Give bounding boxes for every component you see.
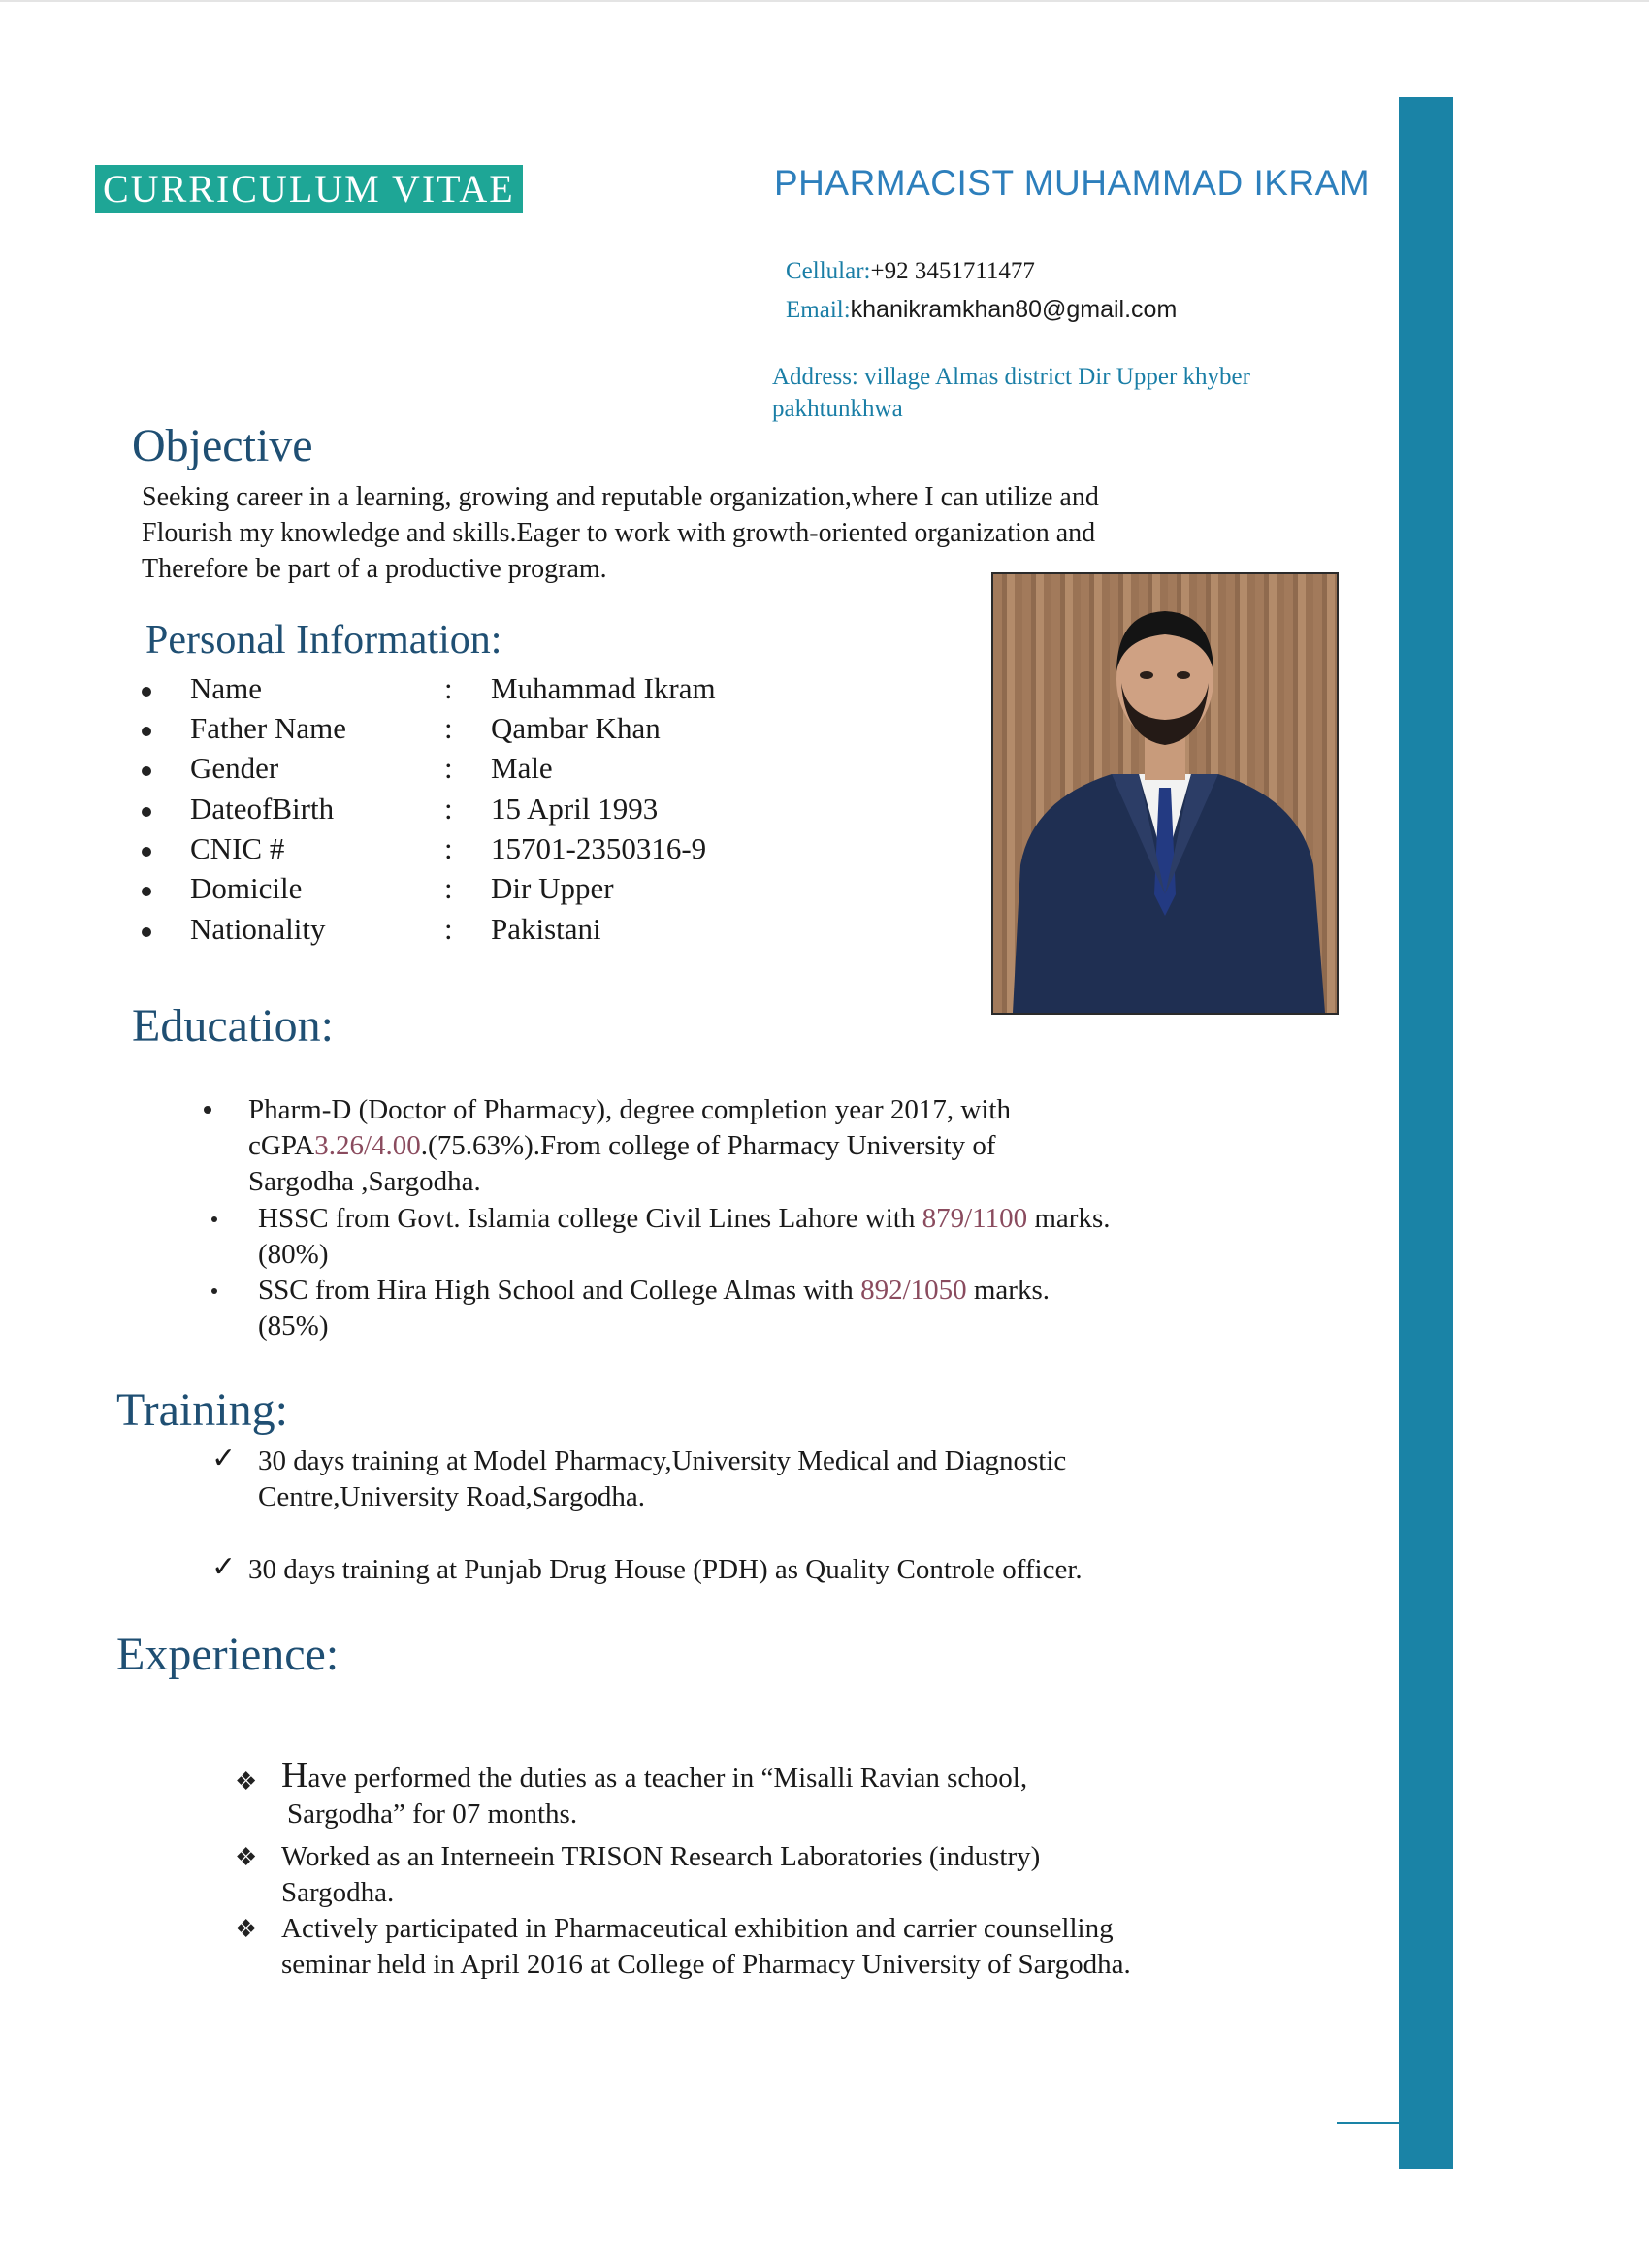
cellular-line [786, 258, 1035, 285]
cellular-value: +92 3451711477 [870, 258, 1035, 284]
info-value: 15701-2350316-9 [491, 831, 707, 865]
ssc-text: SSC from Hira High School and College Almas with [258, 1275, 861, 1306]
objective-line: Flourish my knowledge and skills.Eager to work with growth-oriented organization and [142, 518, 1096, 548]
info-value: Muhammad Ikram [491, 671, 716, 705]
info-colon: : [444, 831, 453, 865]
experience-1-line-1 [281, 1755, 1348, 1797]
bullet [142, 687, 151, 697]
pharmd-line-3: Sargodha ,Sargodha. [248, 1166, 481, 1197]
personal-info-heading: Personal Information: [146, 618, 502, 663]
profile-photo [991, 572, 1339, 1015]
training-1-line-1: 30 days training at Model Pharmacy,University Medical and Diagnostic [258, 1445, 1067, 1476]
diamond-bullet-icon: ❖ [235, 1843, 258, 1871]
cv-title: CURRICULUM VITAE [95, 165, 523, 213]
bullet [142, 727, 151, 736]
bullet [204, 1106, 211, 1114]
info-label: Name [190, 671, 263, 705]
experience-item-exhibition [281, 1911, 1368, 1983]
training-heading: Training: [116, 1384, 288, 1436]
training-item-pdh: 30 days training at Punjab Drug House (PDH) as Quality Controle officer. [248, 1554, 1083, 1585]
address-line-2: pakhtunkhwa [772, 396, 903, 422]
email-line [786, 296, 1177, 324]
experience-2-line-1: Worked as an Interneein TRISON Research Laboratories (industry) [281, 1841, 1041, 1872]
experience-heading: Experience: [116, 1629, 340, 1680]
info-colon: : [444, 751, 453, 785]
hssc-marks: 879/1100 [922, 1203, 1028, 1234]
hssc-text: HSSC from Govt. Islamia college Civil Lines Lahore with [258, 1203, 922, 1234]
drop-cap: H [281, 1755, 308, 1796]
experience-2-line-2: Sargodha. [281, 1877, 395, 1908]
address [772, 361, 1315, 425]
experience-3-line-2: seminar held in April 2016 at College of Pharmacy University of Sargodha. [281, 1949, 1131, 1980]
diamond-bullet-icon: ❖ [235, 1767, 258, 1796]
page-top-rule [0, 0, 1649, 2]
info-label: Father Name [190, 711, 346, 745]
objective-line: Therefore be part of a productive program. [142, 554, 607, 584]
experience-item-teacher [281, 1755, 1348, 1832]
hssc-line-2: (80%) [258, 1239, 329, 1270]
bullet [142, 847, 151, 857]
bullet [142, 807, 151, 817]
cgpa-label: cGPA [248, 1130, 315, 1161]
info-row-nationality [142, 912, 918, 960]
experience-1-line-2: Sargodha” for 07 months. [287, 1798, 578, 1830]
pharmd-line-1: Pharm-D (Doctor of Pharmacy), degree completion year 2017, with [248, 1094, 1011, 1125]
side-accent-bar [1399, 97, 1453, 2169]
education-item-hssc [258, 1201, 1325, 1273]
pharmd-line-2-rest: .(75.63%).From college of Pharmacy University of [420, 1130, 996, 1161]
experience-1-text: ave performed the duties as a teacher in “Misalli Ravian school, [307, 1763, 1028, 1794]
pharmd-line-2 [248, 1128, 1315, 1164]
objective-text [142, 479, 1306, 587]
personal-info-list [142, 671, 937, 970]
cellular-label: Cellular: [786, 258, 871, 284]
education-item-ssc [258, 1273, 1325, 1345]
education-item-pharmd [248, 1092, 1315, 1200]
bullet [142, 887, 151, 896]
address-line-1: Address: village Almas district Dir Upper khyber [772, 364, 1250, 390]
ssc-line-2: (85%) [258, 1311, 329, 1342]
candidate-name: PHARMACIST MUHAMMAD IKRAM [774, 163, 1371, 203]
experience-3-line-1: Actively participated in Pharmaceutical exhibition and carrier counselling [281, 1913, 1114, 1944]
info-label: DateofBirth [190, 792, 335, 826]
info-value: 15 April 1993 [491, 792, 659, 826]
email-value: khanikramkhan80@gmail.com [850, 296, 1178, 323]
info-colon: : [444, 871, 453, 905]
objective-line: Seeking career in a learning, growing and reputable organization,where I can utilize and [142, 482, 1099, 512]
info-label: Domicile [190, 871, 303, 905]
bullet [142, 927, 151, 937]
checkmark-icon: ✓ [211, 1442, 237, 1474]
experience-item-trison [281, 1839, 1348, 1911]
info-colon: : [444, 711, 453, 745]
ssc-marks-suffix: marks. [966, 1275, 1050, 1306]
objective-heading: Objective [132, 420, 313, 471]
footer-rule [1337, 2122, 1399, 2124]
info-value: Male [491, 751, 553, 785]
info-label: Nationality [190, 912, 326, 946]
bullet [211, 1216, 217, 1222]
training-item-model-pharmacy [258, 1443, 1325, 1515]
info-label: Gender [190, 751, 279, 785]
info-colon: : [444, 912, 453, 946]
info-value: Pakistani [491, 912, 601, 946]
education-heading: Education: [132, 1000, 334, 1052]
info-label: CNIC # [190, 831, 285, 865]
info-colon: : [444, 792, 453, 826]
cgpa-value: 3.26/4.00 [314, 1130, 421, 1161]
ssc-marks: 892/1050 [860, 1275, 967, 1306]
diamond-bullet-icon: ❖ [235, 1915, 258, 1943]
hssc-marks-suffix: marks. [1027, 1203, 1111, 1234]
email-label: Email: [786, 297, 851, 323]
checkmark-icon: ✓ [211, 1551, 237, 1583]
info-colon: : [444, 671, 453, 705]
bullet [142, 766, 151, 776]
person-portrait [993, 574, 1337, 1013]
bullet [211, 1288, 217, 1294]
info-value: Dir Upper [491, 871, 614, 905]
info-value: Qambar Khan [491, 711, 661, 745]
ssc-line-1 [258, 1273, 1325, 1309]
training-1-line-2: Centre,University Road,Sargodha. [258, 1481, 645, 1512]
hssc-line-1 [258, 1201, 1325, 1237]
